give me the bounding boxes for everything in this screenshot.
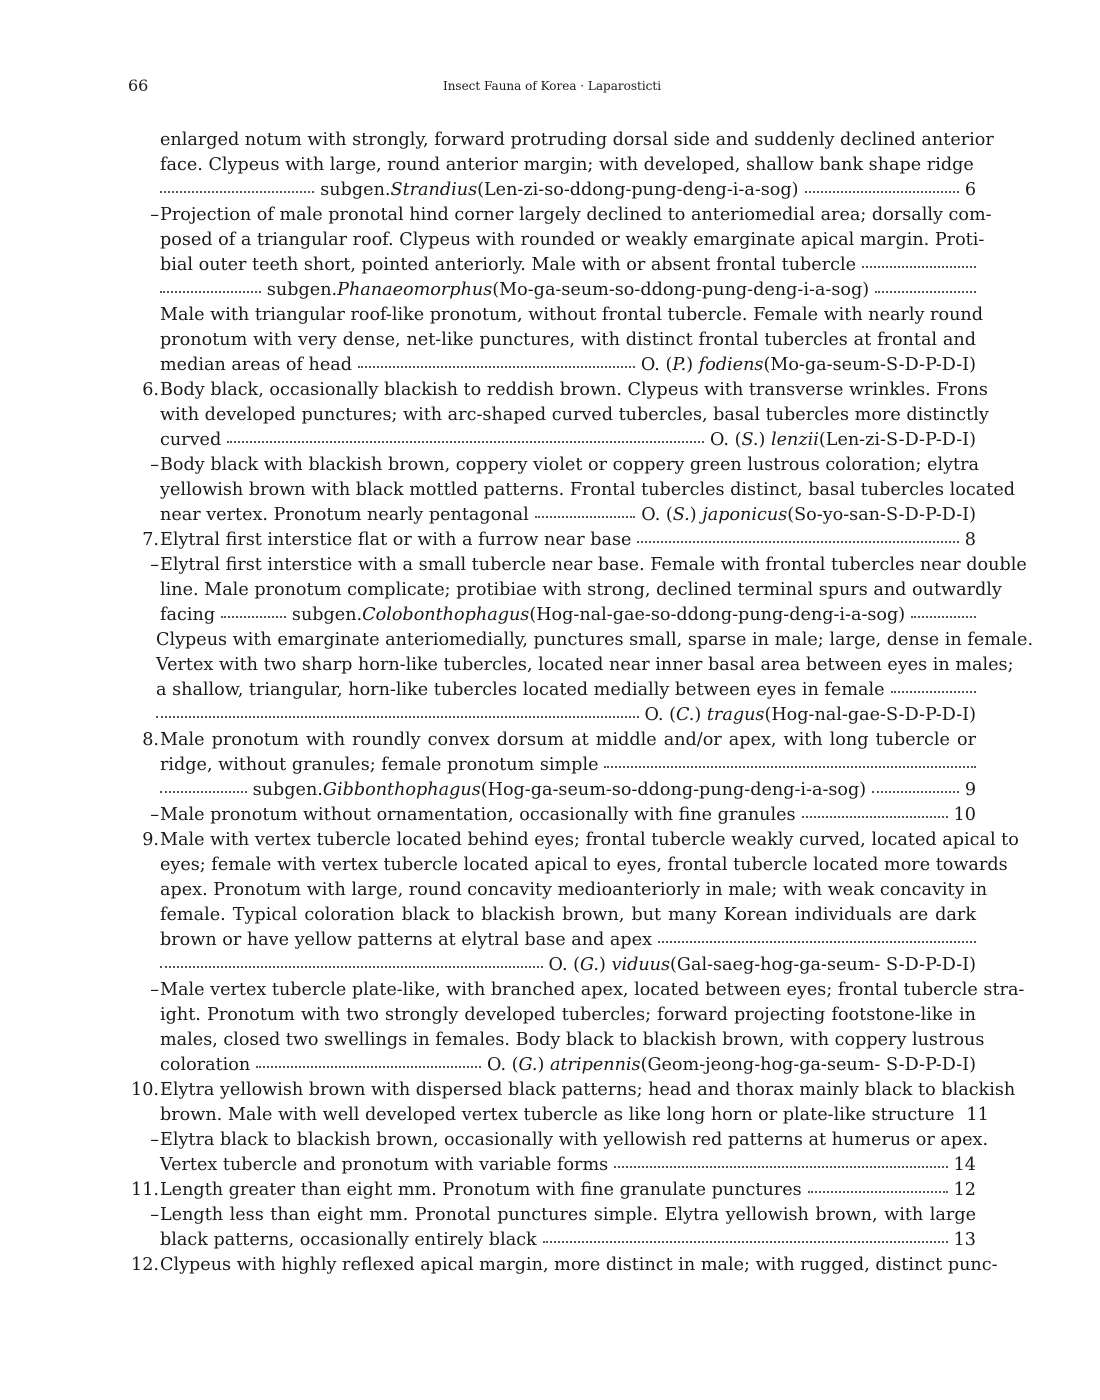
key-line [0, 903, 1100, 928]
couplet-marker: – [150, 1130, 159, 1150]
korean-name: (Hog-ga-seum-so-ddong-pung-deng-i-a-sog) [480, 780, 867, 800]
description-text: Elytral first interstice flat or with a furrow near base [160, 530, 632, 550]
key-line [0, 1228, 1100, 1253]
dot-leader [256, 1053, 481, 1068]
key-line-text [160, 253, 976, 278]
leader-row [160, 603, 976, 628]
key-line-text: apex. Pronotum with large, round concavity medioanteriorly in male; with weak concavity in [160, 880, 988, 900]
key-line [0, 1028, 1100, 1053]
dot-leader [614, 1153, 947, 1168]
taxon-separator: ) [689, 505, 703, 525]
leader-row [160, 953, 976, 978]
key-line-text: Length less than eight mm. Pronotal punctures simple. Elytra yellowish brown, with large [160, 1205, 976, 1225]
dot-leader [808, 1178, 948, 1193]
running-title: Insect Fauna of Korea · Laparosticti [442, 79, 662, 93]
key-line [0, 853, 1100, 878]
key-line-text [160, 153, 976, 178]
taxon-name: G. [580, 955, 600, 975]
key-line-text [160, 1053, 976, 1078]
key-line-text [160, 778, 976, 803]
key-line [0, 528, 1100, 553]
korean-name: (Gal-saeg-hog-ga-seum- S-D-P-D-I) [670, 955, 976, 975]
taxon-prefix: O. ( [548, 955, 580, 975]
key-line-text [160, 953, 976, 978]
dot-leader [658, 928, 976, 943]
key-line [0, 403, 1100, 428]
couplet-ref: 12 [953, 1180, 976, 1200]
key-line [0, 178, 1100, 203]
dot-leader [160, 778, 247, 793]
couplet-marker: – [150, 455, 159, 475]
key-line [0, 728, 1100, 753]
couplet-marker: 6. [142, 380, 159, 400]
key-line-text: Projection of male pronotal hind corner largely declined to anteriomedial area; dorsally com- [160, 205, 992, 225]
taxon-separator: ) [686, 355, 699, 375]
key-line-text: Body black with blackish brown, coppery violet or coppery green lustrous coloration; elytra [160, 455, 979, 475]
key-line [0, 453, 1100, 478]
key-line [0, 1178, 1100, 1203]
taxon-name: S. [672, 505, 690, 525]
taxon-separator: ) [599, 955, 612, 975]
description-text: a shallow, triangular, horn-like tubercles located medially between eyes in female [156, 680, 885, 700]
key-line-text: Male pronotum with roundly convex dorsum at middle and/or apex, with long tubercle or [160, 730, 976, 750]
key-line [0, 303, 1100, 328]
korean-name: (Mo-ga-seum-S-D-P-D-I) [763, 355, 976, 375]
taxon-label [549, 953, 976, 978]
key-line-text [160, 753, 976, 778]
key-line-text [160, 603, 976, 628]
key-line [0, 603, 1100, 628]
description-text: near vertex. Pronotum nearly pentagonal [160, 505, 529, 525]
dot-leader [802, 803, 948, 818]
taxon-separator: ) [694, 705, 707, 725]
species-name: tragus [706, 705, 765, 725]
key-line-text [160, 503, 976, 528]
taxon-prefix: subgen. [266, 280, 338, 300]
description-text: facing [160, 605, 216, 625]
key-line [0, 553, 1100, 578]
leader-row [160, 178, 976, 203]
key-line-text: Male vertex tubercle plate-like, with branched apex, located between eyes; frontal tubercle stra- [160, 980, 1025, 1000]
key-line-text: pronotum with very dense, net-like punctures, with distinct frontal tubercles at frontal and [160, 330, 976, 350]
leader-row [160, 1103, 989, 1128]
key-line [0, 678, 1100, 703]
key-line [0, 778, 1100, 803]
dot-leader [543, 1228, 948, 1243]
couplet-marker: – [150, 555, 159, 575]
leader-row [156, 703, 976, 728]
key-line [0, 928, 1100, 953]
key-line [0, 153, 1100, 178]
key-line-text: Male with triangular roof-like pronotum, without frontal tubercle. Female with nearly round [160, 305, 983, 325]
species-name: japonicus [702, 505, 788, 525]
key-line-text [160, 928, 976, 953]
leader-row [160, 1178, 976, 1203]
couplet-marker: – [150, 805, 159, 825]
key-line [0, 1203, 1100, 1228]
dot-leader [872, 778, 959, 793]
leader-row [160, 253, 976, 278]
key-line-text [156, 703, 976, 728]
dot-leader [875, 278, 976, 293]
leader-row [160, 528, 976, 553]
key-line [0, 1103, 1100, 1128]
key-line [0, 278, 1100, 303]
description-text: Vertex tubercle and pronotum with variable forms [160, 1155, 609, 1175]
key-line [0, 1053, 1100, 1078]
key-line [0, 978, 1100, 1003]
taxon-prefix: O. ( [641, 505, 673, 525]
key-line-text [160, 178, 976, 203]
key-line [0, 353, 1100, 378]
couplet-ref: 10 [953, 805, 976, 825]
key-line-text: Male with vertex tubercle located behind eyes; frontal tubercle weakly curved, located apical to [160, 830, 1019, 850]
key-line [0, 653, 1100, 678]
couplet-marker: 9. [142, 830, 159, 850]
dot-leader [805, 178, 959, 193]
taxon-name: Colobonthophagus [362, 605, 530, 625]
taxon-name: C. [675, 705, 695, 725]
key-line [0, 128, 1100, 153]
taxon-label [487, 1053, 976, 1078]
key-line [0, 1153, 1100, 1178]
description-text: ridge, without granules; female pronotum simple [160, 755, 599, 775]
taxon-prefix: subgen. [291, 605, 363, 625]
key-line [0, 703, 1100, 728]
key-line-text: Clypeus with emarginate anteriomedially, punctures small, sparse in male; large, dense in female. [156, 630, 1034, 650]
taxon-name: Strandius [390, 180, 478, 200]
taxon-label [320, 178, 798, 203]
key-line [0, 1128, 1100, 1153]
key-line [0, 253, 1100, 278]
korean-name: (Len-zi-so-ddong-pung-deng-i-a-sog) [477, 180, 799, 200]
taxon-name: Gibbonthophagus [322, 780, 481, 800]
dot-leader [160, 178, 314, 193]
key-line [0, 428, 1100, 453]
species-name: atripennis [550, 1055, 641, 1075]
taxon-label [641, 503, 976, 528]
couplet-marker: – [150, 980, 159, 1000]
korean-name: (Geom-jeong-hog-ga-seum- S-D-P-D-I) [640, 1055, 976, 1075]
key-line-text: posed of a triangular roof. Clypeus with rounded or weakly emarginate apical margin. Proti- [160, 230, 985, 250]
taxon-separator: ) [537, 1055, 550, 1075]
description-text: coloration [160, 1055, 251, 1075]
couplet-marker: – [150, 1205, 159, 1225]
taxon-label [267, 278, 869, 303]
korean-name: (Mo-ga-seum-so-ddong-pung-deng-i-a-sog) [492, 280, 870, 300]
description-text: Length greater than eight mm. Pronotum with fine granulate punctures [160, 1180, 802, 1200]
couplet-marker: 10. [131, 1080, 159, 1100]
key-line-text: Vertex with two sharp horn-like tubercles, located near inner basal area between eyes in males; [156, 655, 1014, 675]
korean-name: (Len-zi-S-D-P-D-I) [818, 430, 976, 450]
key-line-text: line. Male pronotum complicate; protibiae with strong, declined terminal spurs and outwardly [160, 580, 1002, 600]
dot-leader [160, 278, 261, 293]
taxon-prefix: O. ( [644, 705, 676, 725]
taxon-label [641, 353, 976, 378]
leader-row [160, 928, 976, 953]
couplet-ref: 8 [964, 530, 976, 550]
description-text: face. Clypeus with large, round anterior margin; with developed, shallow bank shape ridge [160, 155, 974, 175]
taxon-name: Phanaeomorphus [337, 280, 493, 300]
dot-leader [358, 353, 635, 368]
key-line-text [160, 1153, 976, 1178]
couplet-ref: 14 [953, 1155, 976, 1175]
dot-leader [891, 678, 976, 693]
key-line [0, 578, 1100, 603]
taxon-prefix: subgen. [252, 780, 323, 800]
key-line-text: enlarged notum with strongly, forward protruding dorsal side and suddenly declined anterior [160, 130, 994, 150]
leader-row [160, 1053, 976, 1078]
key-line [0, 1003, 1100, 1028]
key-line-text: Body black, occasionally blackish to reddish brown. Clypeus with transverse wrinkles. Frons [160, 380, 988, 400]
couplet-ref: 6 [964, 180, 977, 200]
key-line-text [160, 803, 976, 828]
key-line [0, 1078, 1100, 1103]
key-line [0, 828, 1100, 853]
key-line-text [160, 278, 976, 303]
couplet-marker: 11. [131, 1180, 159, 1200]
taxon-label [292, 603, 905, 628]
key-line-text: ight. Pronotum with two strongly developed tubercles; forward projecting footstone-like in [160, 1005, 976, 1025]
taxon-prefix: subgen. [320, 180, 391, 200]
leader-row [160, 153, 976, 178]
leader-row [160, 778, 976, 803]
description-text: Male pronotum without ornamentation, occasionally with fine granules [160, 805, 796, 825]
taxon-label [253, 778, 867, 803]
key-line [0, 378, 1100, 403]
key-line-text [160, 353, 976, 378]
couplet-marker: – [150, 205, 159, 225]
taxon-separator: ) [758, 430, 771, 450]
key-line-text [160, 1178, 976, 1203]
key-line [0, 1253, 1100, 1278]
leader-row [160, 1228, 976, 1253]
identification-key [0, 128, 1100, 1278]
key-line-text: Elytral first interstice with a small tubercle near base. Female with frontal tubercles near double [160, 555, 1027, 575]
key-line [0, 203, 1100, 228]
key-line-text [160, 1103, 989, 1128]
key-line-text: Elytra black to blackish brown, occasionally with yellowish red patterns at humerus or apex. [160, 1130, 989, 1150]
couplet-marker: 8. [142, 730, 159, 750]
dot-leader [535, 503, 636, 518]
description-text: brown. Male with well developed vertex tubercle as like long horn or plate-like structure [160, 1105, 955, 1125]
taxon-label [710, 428, 976, 453]
key-line [0, 753, 1100, 778]
key-line [0, 953, 1100, 978]
leader-row [160, 353, 976, 378]
species-name: viduus [611, 955, 671, 975]
key-line [0, 328, 1100, 353]
dot-leader [156, 703, 639, 718]
key-line [0, 628, 1100, 653]
description-text: bial outer teeth short, pointed anteriorly. Male with or absent frontal tubercle [160, 255, 857, 275]
dot-leader [227, 428, 704, 443]
key-line [0, 228, 1100, 253]
key-line-text: males, closed two swellings in females. Body black to blackish brown, with coppery lustrous [160, 1030, 985, 1050]
key-line [0, 878, 1100, 903]
couplet-ref: 13 [953, 1230, 976, 1250]
dot-leader [604, 753, 976, 768]
taxon-prefix: O. ( [640, 355, 673, 375]
taxon-name: G. [518, 1055, 538, 1075]
key-line [0, 503, 1100, 528]
leader-row [160, 753, 976, 778]
couplet-marker: 12. [131, 1255, 159, 1275]
description-text: curved [160, 430, 222, 450]
description-text: median areas of head [160, 355, 353, 375]
taxon-name: S. [741, 430, 759, 450]
leader-row [160, 428, 976, 453]
taxon-prefix: O. ( [710, 430, 742, 450]
dot-leader [637, 528, 958, 543]
leader-row [160, 1153, 976, 1178]
dot-leader [160, 953, 543, 968]
species-name: fodiens [698, 355, 764, 375]
key-line-text [160, 428, 976, 453]
dot-leader [911, 603, 976, 618]
description-text: brown or have yellow patterns at elytral base and apex [160, 930, 652, 950]
key-line [0, 478, 1100, 503]
key-line-text: eyes; female with vertex tubercle located apical to eyes, frontal tubercle located more towards [160, 855, 1008, 875]
page-number: 66 [128, 76, 149, 95]
key-line [0, 803, 1100, 828]
leader-row [156, 678, 976, 703]
dot-leader [221, 603, 286, 618]
key-line-text: Clypeus with highly reflexed apical margin, more distinct in male; with rugged, distinct punc- [160, 1255, 998, 1275]
taxon-name: P. [672, 355, 687, 375]
key-line-text [160, 528, 976, 553]
couplet-ref: 9 [964, 780, 977, 800]
korean-name: (Hog-nal-gae-S-D-P-D-I) [764, 705, 976, 725]
korean-name: (Hog-nal-gae-so-ddong-pung-deng-i-a-sog) [529, 605, 906, 625]
species-name: lenzii [770, 430, 819, 450]
key-line-text [160, 1228, 976, 1253]
couplet-marker: 7. [142, 530, 159, 550]
leader-row [160, 278, 976, 303]
taxon-label [645, 703, 977, 728]
description-text: black patterns, occasionally entirely black [160, 1230, 537, 1250]
key-line-text: yellowish brown with black mottled patterns. Frontal tubercles distinct, basal tubercles located [160, 480, 1015, 500]
key-line-text [156, 678, 976, 703]
page-header [128, 76, 976, 98]
key-line-text: with developed punctures; with arc-shaped curved tubercles, basal tubercles more distinctly [160, 405, 989, 425]
key-line-text: Elytra yellowish brown with dispersed black patterns; head and thorax mainly black to blackish [160, 1080, 1016, 1100]
korean-name: (So-yo-san-S-D-P-D-I) [787, 505, 976, 525]
key-line-text: female. Typical coloration black to blackish brown, but many Korean individuals are dark [160, 905, 976, 925]
leader-row [160, 803, 976, 828]
dot-leader [862, 253, 976, 268]
taxon-prefix: O. ( [487, 1055, 519, 1075]
couplet-ref: 11 [966, 1105, 989, 1125]
leader-row [160, 503, 976, 528]
